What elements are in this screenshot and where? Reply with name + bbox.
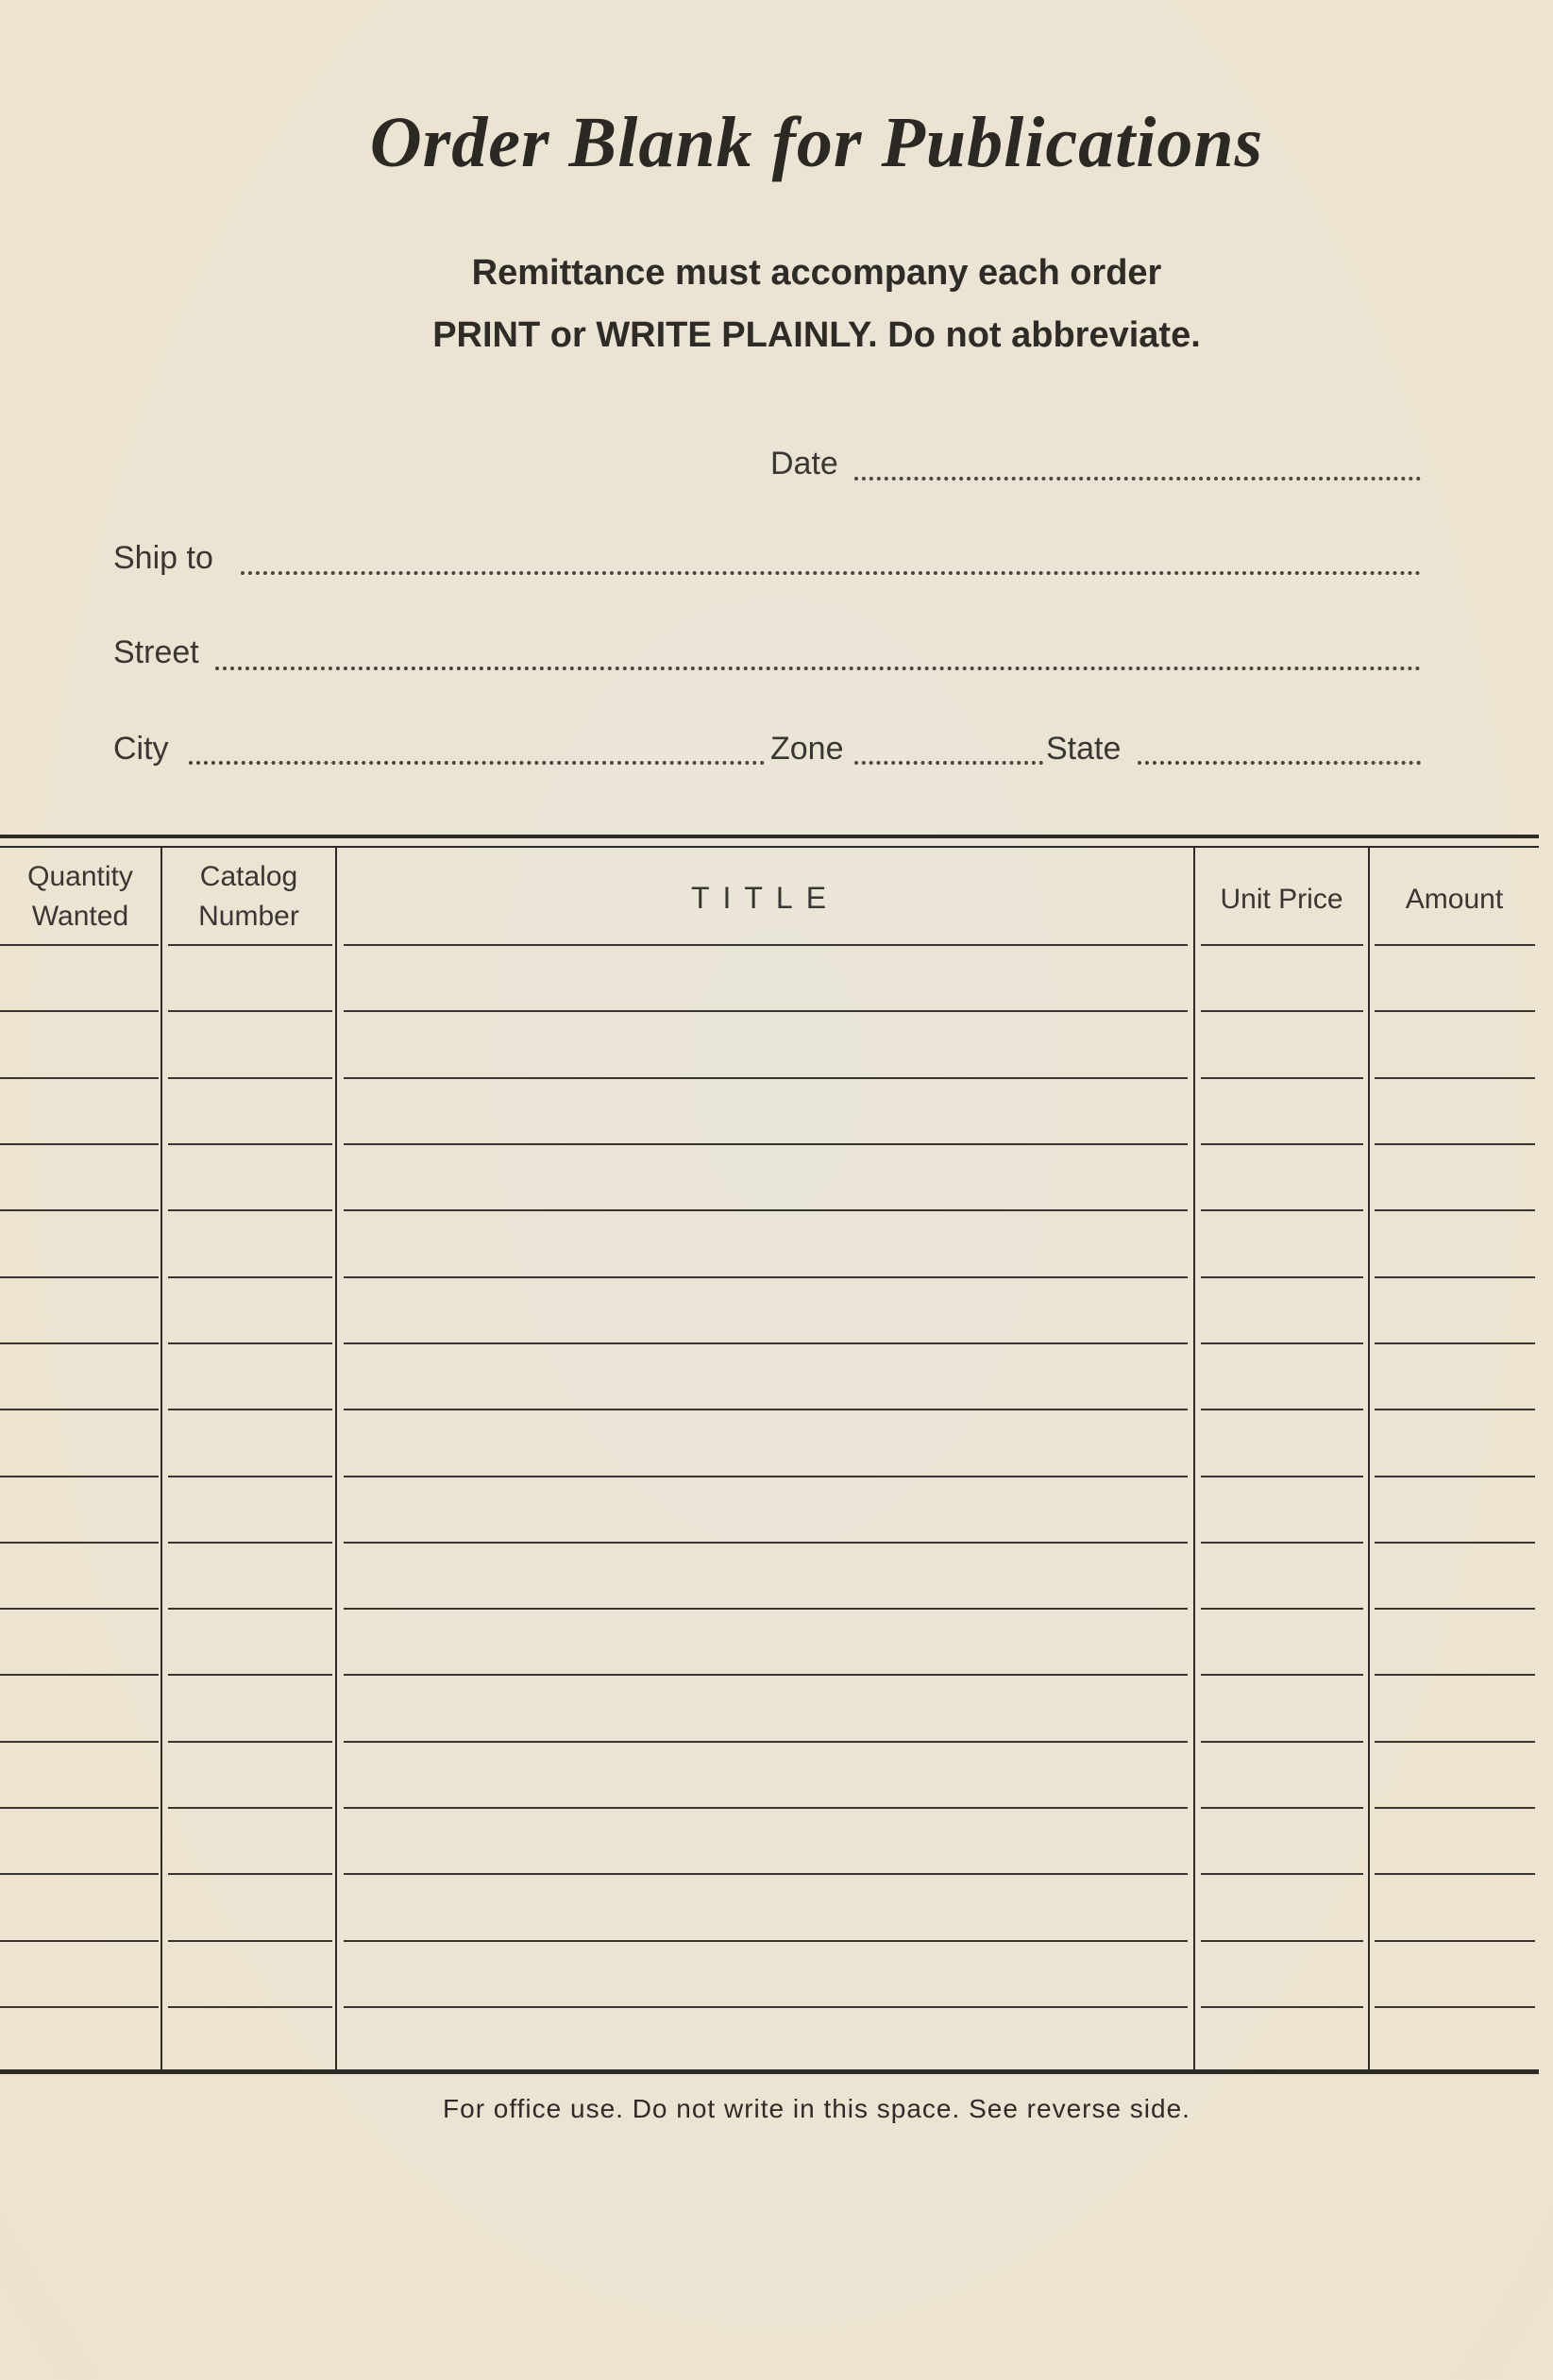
office-use-note: For office use. Do not write in this space. See reverse side. [443, 2094, 1190, 2123]
column-divider [335, 848, 337, 2071]
catalog-cell[interactable] [168, 1409, 332, 1410]
title-cell[interactable] [344, 1674, 1188, 1676]
column-divider [160, 848, 162, 2071]
date-label: Date [770, 446, 838, 481]
quantity-cell[interactable] [0, 1010, 159, 1012]
amount-cell[interactable] [1375, 1873, 1535, 1875]
catalog-cell[interactable] [168, 1476, 332, 1477]
catalog-cell[interactable] [168, 2006, 332, 2008]
unit-price-cell[interactable] [1201, 1143, 1363, 1145]
catalog-cell[interactable] [168, 1674, 332, 1676]
amount-cell[interactable] [1375, 1276, 1535, 1278]
amount-cell[interactable] [1375, 1940, 1535, 1942]
quantity-cell[interactable] [0, 1476, 159, 1477]
unit-price-cell[interactable] [1201, 1674, 1363, 1676]
amount-cell[interactable] [1375, 1542, 1535, 1544]
quantity-header-line2: Wanted [31, 901, 129, 932]
quantity-header [0, 857, 160, 937]
quantity-cell[interactable] [0, 1077, 159, 1079]
quantity-cell[interactable] [0, 1209, 159, 1211]
catalog-cell[interactable] [168, 1542, 332, 1544]
title-cell[interactable] [344, 1873, 1188, 1875]
catalog-cell[interactable] [168, 1741, 332, 1743]
title-cell[interactable] [344, 1143, 1188, 1145]
amount-cell[interactable] [1375, 1209, 1535, 1211]
state-field[interactable] [1138, 761, 1421, 765]
quantity-cell[interactable] [0, 1542, 159, 1544]
amount-cell[interactable] [1375, 944, 1535, 946]
amount-cell[interactable] [1375, 1674, 1535, 1676]
quantity-cell[interactable] [0, 944, 159, 946]
catalog-header [162, 857, 335, 937]
catalog-header-line2: Number [198, 901, 299, 932]
unit-price-cell[interactable] [1201, 1409, 1363, 1410]
title-cell[interactable] [344, 1209, 1188, 1211]
ship-to-field[interactable] [241, 571, 1421, 575]
title-cell[interactable] [344, 1077, 1188, 1079]
unit-price-cell[interactable] [1201, 1209, 1363, 1211]
amount-cell[interactable] [1375, 1741, 1535, 1743]
title-header: TITLE [690, 881, 840, 915]
title-cell[interactable] [344, 1476, 1188, 1477]
city-field[interactable] [189, 761, 765, 765]
amount-cell[interactable] [1375, 1077, 1535, 1079]
city-label: City [113, 731, 169, 767]
quantity-cell[interactable] [0, 1143, 159, 1145]
amount-header: Amount [1405, 884, 1504, 915]
quantity-cell[interactable] [0, 1940, 159, 1942]
unit-price-cell[interactable] [1201, 1010, 1363, 1012]
unit-price-cell[interactable] [1201, 1542, 1363, 1544]
ship-to-label: Ship to [113, 540, 213, 576]
amount-cell[interactable] [1375, 1807, 1535, 1809]
quantity-cell[interactable] [0, 1608, 159, 1610]
unit-price-cell[interactable] [1201, 1476, 1363, 1477]
quantity-cell[interactable] [0, 1342, 159, 1344]
quantity-cell[interactable] [0, 1674, 159, 1676]
unit-price-cell[interactable] [1201, 1608, 1363, 1610]
catalog-cell[interactable] [168, 1209, 332, 1211]
catalog-cell[interactable] [168, 1077, 332, 1079]
unit-price-cell[interactable] [1201, 1276, 1363, 1278]
quantity-cell[interactable] [0, 2006, 159, 2008]
title-cell[interactable] [344, 1542, 1188, 1544]
title-cell[interactable] [344, 1409, 1188, 1410]
unit-price-cell[interactable] [1201, 1807, 1363, 1809]
date-field[interactable] [854, 477, 1421, 481]
form-title: Order Blank for Publications [369, 103, 1264, 182]
title-cell[interactable] [344, 1940, 1188, 1942]
unit-price-header: Unit Price [1220, 884, 1343, 915]
street-field[interactable] [215, 667, 1421, 670]
catalog-header-line1: Catalog [199, 861, 298, 892]
column-divider [1193, 848, 1195, 2071]
street-label: Street [113, 634, 199, 670]
catalog-cell[interactable] [168, 1608, 332, 1610]
unit-price-cell[interactable] [1201, 1873, 1363, 1875]
remittance-notice: Remittance must accompany each order [471, 253, 1162, 293]
quantity-cell[interactable] [0, 1873, 159, 1875]
zone-field[interactable] [854, 761, 1043, 765]
state-label: State [1046, 731, 1122, 767]
title-cell[interactable] [344, 1741, 1188, 1743]
unit-price-cell[interactable] [1201, 1741, 1363, 1743]
amount-cell[interactable] [1375, 1342, 1535, 1344]
amount-cell[interactable] [1375, 2006, 1535, 2008]
title-cell[interactable] [344, 1342, 1188, 1344]
title-cell[interactable] [344, 1276, 1188, 1278]
unit-price-cell[interactable] [1201, 1077, 1363, 1079]
zone-label: Zone [770, 731, 844, 767]
amount-cell[interactable] [1375, 1143, 1535, 1145]
catalog-cell[interactable] [168, 1143, 332, 1145]
unit-price-cell[interactable] [1201, 2006, 1363, 2008]
print-plainly-notice: PRINT or WRITE PLAINLY. Do not abbreviate. [432, 315, 1201, 355]
quantity-header-line1: Quantity [27, 861, 133, 892]
table-top-rule-thin [0, 846, 1539, 848]
quantity-cell[interactable] [0, 1276, 159, 1278]
table-bottom-rule [0, 2069, 1539, 2074]
catalog-cell[interactable] [168, 944, 332, 946]
title-cell[interactable] [344, 944, 1188, 946]
catalog-cell[interactable] [168, 1010, 332, 1012]
amount-cell[interactable] [1375, 1476, 1535, 1477]
unit-price-cell[interactable] [1201, 1940, 1363, 1942]
catalog-cell[interactable] [168, 1873, 332, 1875]
catalog-cell[interactable] [168, 1276, 332, 1278]
amount-cell[interactable] [1375, 1010, 1535, 1012]
unit-price-cell[interactable] [1201, 944, 1363, 946]
quantity-cell[interactable] [0, 1409, 159, 1410]
quantity-cell[interactable] [0, 1741, 159, 1743]
amount-cell[interactable] [1375, 1409, 1535, 1410]
amount-cell[interactable] [1375, 1608, 1535, 1610]
column-divider [1368, 848, 1370, 2071]
title-cell[interactable] [344, 1010, 1188, 1012]
title-cell[interactable] [344, 1807, 1188, 1809]
table-top-rule [0, 835, 1539, 838]
title-cell[interactable] [344, 2006, 1188, 2008]
title-cell[interactable] [344, 1608, 1188, 1610]
catalog-cell[interactable] [168, 1807, 332, 1809]
unit-price-cell[interactable] [1201, 1342, 1363, 1344]
catalog-cell[interactable] [168, 1940, 332, 1942]
quantity-cell[interactable] [0, 1807, 159, 1809]
catalog-cell[interactable] [168, 1342, 332, 1344]
